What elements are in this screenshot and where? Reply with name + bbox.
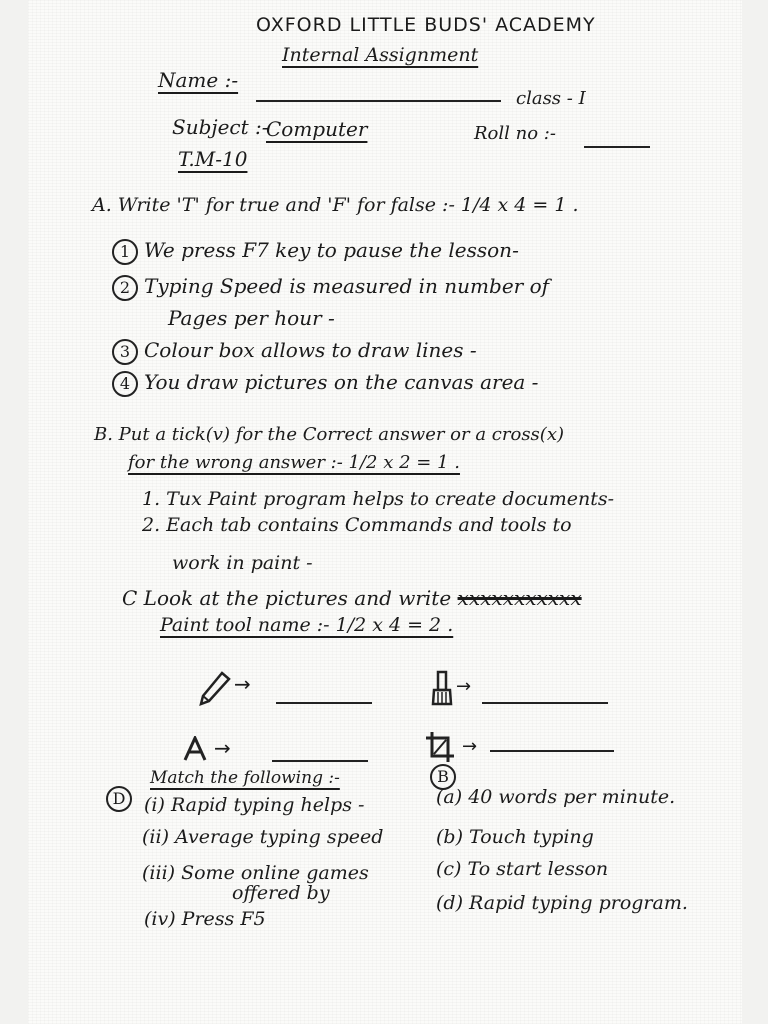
section-b-item: 1. Tux Paint program helps to create documents-: [142, 488, 615, 510]
item-text: Typing Speed is measured in number of: [144, 274, 550, 298]
select-tool-icon: [424, 730, 456, 764]
item-number-badge: 4: [112, 371, 138, 397]
match-left-item: (iv) Press F5: [144, 908, 266, 930]
section-a-item-continued: Pages per hour -: [168, 306, 335, 330]
pencil-icon: [198, 670, 232, 706]
brush-icon: [430, 670, 454, 708]
match-right-item: (b) Touch typing: [436, 826, 594, 848]
crossed-out-word: xxxxxxxxxxx: [457, 586, 582, 610]
section-a-item: [112, 370, 538, 397]
match-right-item: (c) To start lesson: [436, 858, 609, 880]
answer-blank: [276, 702, 372, 704]
section-a-item: [112, 274, 549, 301]
school-name: OXFORD LITTLE BUDS' ACADEMY: [256, 14, 596, 36]
match-left-item-continued: offered by: [232, 882, 330, 904]
match-left-item: (i) Rapid typing helps -: [144, 794, 365, 816]
item-text: Colour box allows to draw lines -: [144, 338, 477, 362]
scan-margin-right: [742, 0, 768, 1024]
section-d-label: [106, 786, 138, 812]
section-c-heading-text: C Look at the pictures and write: [122, 586, 452, 610]
subject-value: Computer: [266, 117, 368, 141]
section-a-heading: A. Write 'T' for true and 'F' for false :- 1/4 x 4 = 1 .: [92, 194, 579, 216]
section-a-item: [112, 238, 519, 265]
section-b-item-continued: work in paint -: [172, 552, 313, 574]
section-b-heading-cont: for the wrong answer :- 1/2 x 2 = 1 .: [128, 452, 460, 473]
roll-blank: [584, 146, 650, 148]
match-right-item: (a) 40 words per minute.: [436, 786, 676, 808]
answer-blank: [482, 702, 608, 704]
arrow: →: [456, 676, 473, 697]
section-c-heading-cont: Paint tool name :- 1/2 x 4 = 2 .: [160, 614, 454, 636]
section-b-heading: B. Put a tick(v) for the Correct answer or a cross(x): [94, 424, 564, 445]
item-number-badge: 1: [112, 239, 138, 265]
match-left-item: (iii) Some online games: [142, 862, 369, 884]
section-d-heading: Match the following :-: [150, 768, 340, 788]
item-number-badge: 3: [112, 339, 138, 365]
section-a-item: [112, 338, 477, 365]
section-c-heading: [122, 586, 582, 610]
column-b-badge: B: [430, 764, 456, 790]
answer-blank: [490, 750, 614, 752]
answer-blank: [272, 760, 368, 762]
assignment-title: Internal Assignment: [282, 44, 479, 66]
arrow: →: [462, 736, 479, 757]
arrow: →: [234, 672, 252, 696]
arrow: →: [214, 736, 232, 760]
tm-number: T.M-10: [178, 147, 248, 171]
name-label: Name :-: [158, 68, 239, 92]
subject-label: Subject :-: [172, 115, 269, 139]
match-left-item: (ii) Average typing speed: [142, 826, 384, 848]
section-d-badge: D: [106, 786, 132, 812]
name-blank: [256, 100, 501, 102]
item-text: You draw pictures on the canvas area -: [144, 370, 539, 394]
roll-label: Roll no :-: [474, 123, 556, 144]
item-number-badge: 2: [112, 275, 138, 301]
match-right-item: (d) Rapid typing program.: [436, 892, 688, 914]
class-label: class - I: [516, 88, 586, 109]
item-text: We press F7 key to pause the lesson-: [144, 238, 519, 262]
section-b-item: 2. Each tab contains Commands and tools to: [142, 514, 572, 536]
scan-margin-left: [0, 0, 28, 1024]
text-tool-icon: [182, 736, 208, 762]
